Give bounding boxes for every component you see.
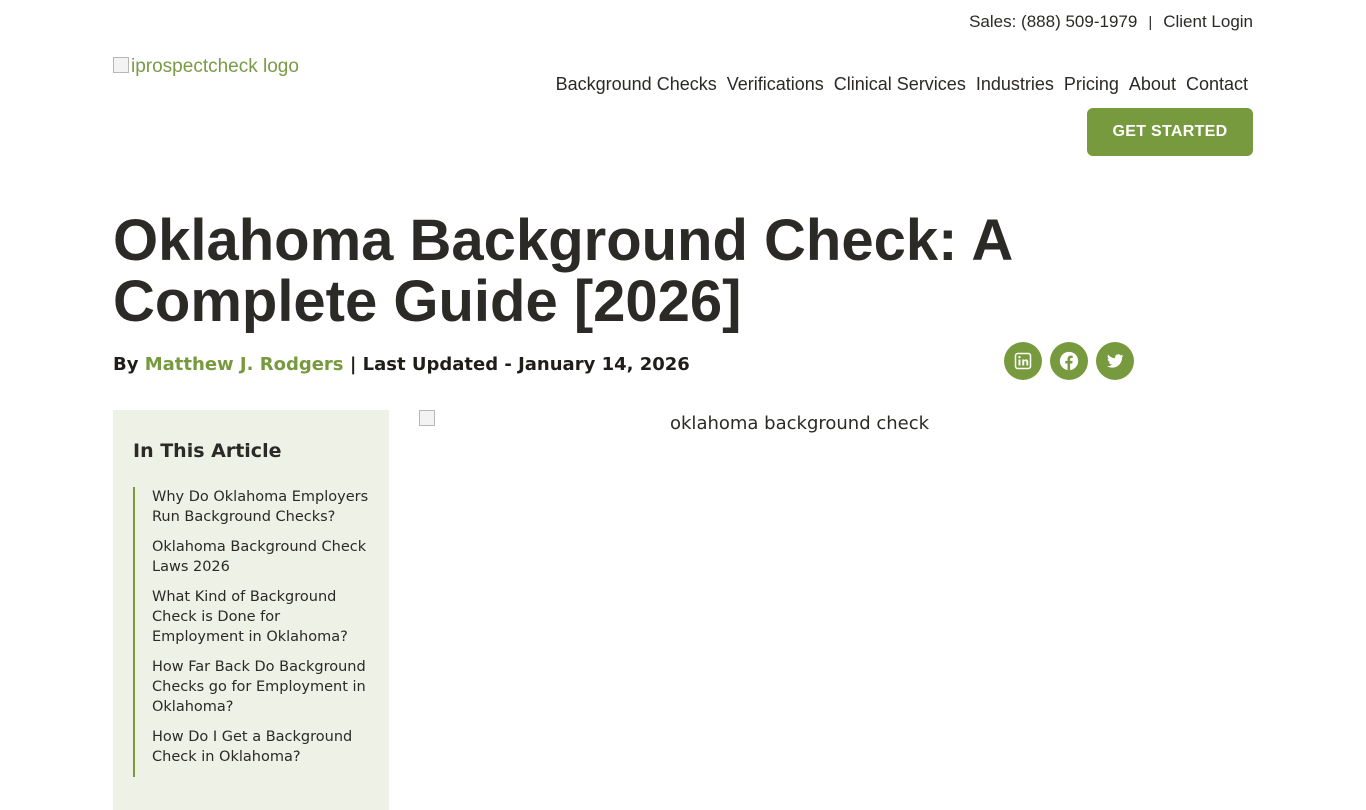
byline <box>113 354 690 375</box>
twitter-share-button[interactable] <box>1096 342 1134 380</box>
author-link[interactable]: Matthew J. Rodgers <box>144 354 344 375</box>
site-logo[interactable] <box>113 56 299 78</box>
twitter-icon <box>1105 351 1125 371</box>
main-nav <box>556 74 1248 95</box>
table-of-contents <box>113 410 389 810</box>
toc-item[interactable]: Oklahoma Background Check Laws 2026 <box>152 539 367 575</box>
nav-clinical-services[interactable]: Clinical Services <box>833 74 966 94</box>
toc-list <box>133 487 372 777</box>
nav-industries[interactable]: Industries <box>975 74 1054 94</box>
hero-image-alt: oklahoma background check <box>670 413 930 434</box>
topbar-separator: | <box>1148 13 1153 31</box>
linkedin-icon <box>1014 352 1032 370</box>
byline-prefix: By <box>113 354 139 375</box>
broken-image-icon <box>113 57 129 73</box>
nav-background-checks[interactable]: Background Checks <box>555 74 717 94</box>
get-started-button[interactable]: GET STARTED <box>1087 108 1253 156</box>
toc-item[interactable]: What Kind of Background Check is Done for Employment in Oklahoma? <box>152 589 348 645</box>
sales-phone-link[interactable]: Sales: (888) 509-1979 <box>969 12 1138 31</box>
nav-contact[interactable]: Contact <box>1185 74 1248 94</box>
nav-verifications[interactable]: Verifications <box>726 74 824 94</box>
last-updated: | Last Updated - January 14, 2026 <box>349 354 690 375</box>
hero-image <box>419 410 1219 770</box>
logo-alt-text: iprospectcheck logo <box>131 56 299 77</box>
linkedin-share-button[interactable] <box>1004 342 1042 380</box>
nav-about[interactable]: About <box>1128 74 1176 94</box>
client-login-link[interactable]: Client Login <box>1163 12 1253 31</box>
toc-heading: In This Article <box>133 440 282 462</box>
nav-pricing[interactable]: Pricing <box>1063 74 1119 94</box>
social-share <box>1004 342 1134 380</box>
toc-item[interactable]: How Far Back Do Background Checks go for Employment in Oklahoma? <box>152 659 366 715</box>
facebook-share-button[interactable] <box>1050 342 1088 380</box>
facebook-icon <box>1058 350 1080 372</box>
toc-item[interactable]: How Do I Get a Background Check in Oklahoma? <box>152 729 353 765</box>
toc-item[interactable]: Why Do Oklahoma Employers Run Background Checks? <box>152 489 369 525</box>
broken-image-icon <box>419 410 435 426</box>
page-title: Oklahoma Background Check: A Complete Guide [2026] <box>113 208 1012 334</box>
top-utility-bar <box>969 12 1253 32</box>
